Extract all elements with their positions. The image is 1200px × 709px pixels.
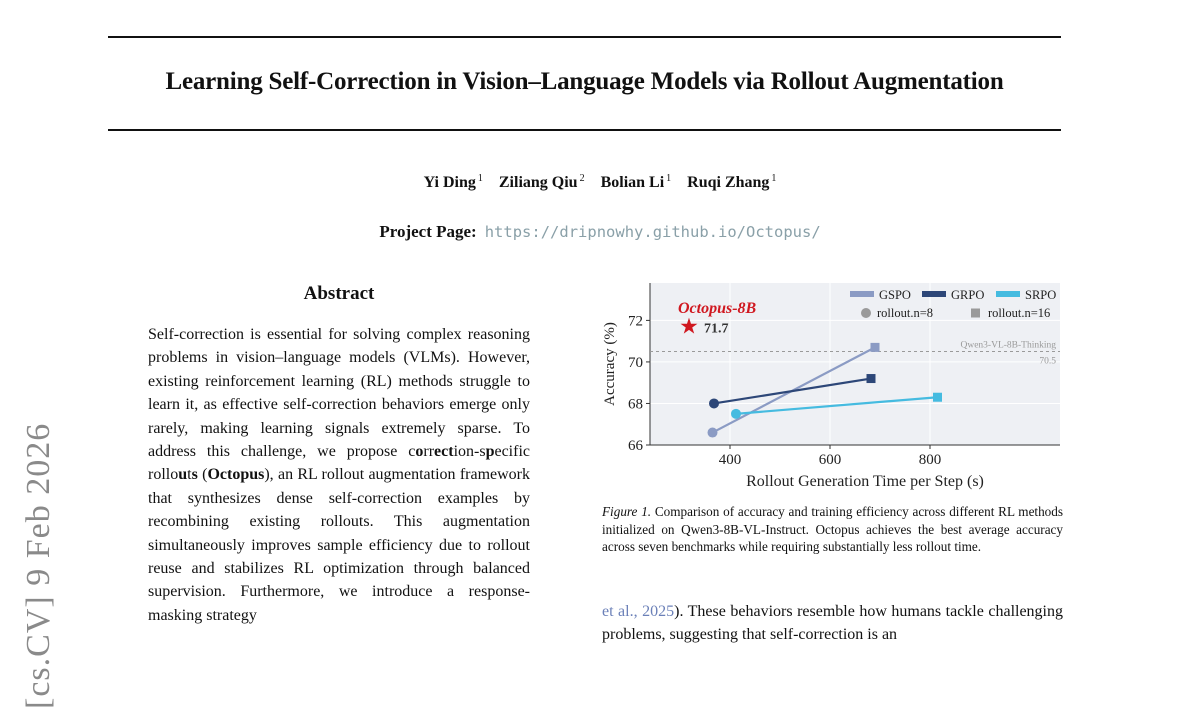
- data-point-square: [871, 343, 880, 352]
- legend-label: GRPO: [951, 288, 985, 302]
- legend-label: rollout.n=16: [988, 306, 1051, 320]
- data-point-square: [933, 393, 942, 402]
- legend-swatch-srpo: [996, 291, 1020, 297]
- author-list: [0, 173, 1200, 192]
- x-tick-label: 600: [818, 452, 842, 468]
- highlight-name: Octopus-8B: [678, 300, 757, 317]
- reference-line-label: Qwen3-VL-8B-Thinking: [960, 340, 1056, 351]
- author: Yi Ding $^1$: [423, 173, 483, 192]
- arxiv-stamp: [cs.CV] 9 Feb 2026: [20, 422, 57, 709]
- x-tick-label: 800: [918, 452, 942, 468]
- legend-square-marker: [971, 309, 980, 318]
- title-rule-bottom: [108, 129, 1061, 131]
- data-point-circle: [731, 409, 741, 419]
- star-icon: ★: [679, 313, 699, 339]
- paper-title: Learning Self-Correction in Vision–Language Models via Rollout Augmentation: [165, 68, 1004, 95]
- author: Ziliang Qiu $^2$: [498, 173, 585, 192]
- title-rule-top: [108, 36, 1061, 38]
- legend-label: SRPO: [1025, 288, 1057, 302]
- author: Ruqi Zhang $^1$: [687, 173, 777, 192]
- project-page-label: Project Page:: [379, 222, 477, 241]
- legend-circle-marker: [861, 308, 871, 318]
- data-point-circle: [708, 428, 718, 438]
- x-axis-label: Rollout Generation Time per Step (s): [746, 473, 984, 490]
- y-tick-label: 66: [628, 438, 643, 454]
- reference-line-value: 70.5: [1039, 356, 1056, 367]
- data-point-square: [867, 374, 876, 383]
- figure-caption: Figure 1. Comparison of accuracy and training efficiency across different RL methods initialized on Qwen3-8B-VL-Instruct. Octopus achieves the best average accuracy across seven benchmarks while requiring substantially less rollout time.: [602, 504, 1064, 555]
- y-axis-label: Accuracy (%): [602, 322, 618, 406]
- right-column-text: et al., 2025). These behaviors resemble how humans tackle challenging problems, suggesting that self-correction is an: [602, 603, 1064, 644]
- y-tick-label: 70: [628, 354, 643, 371]
- x-tick-label: 400: [718, 452, 742, 468]
- citation-link[interactable]: et al., 2025: [602, 603, 675, 620]
- legend-swatch-gspo: [850, 291, 874, 297]
- highlight-value: 71.7: [704, 321, 729, 337]
- project-page-link[interactable]: https://dripnowhy.github.io/Octopus/: [484, 223, 821, 241]
- abstract-text: Self-correction is essential for solving complex reasoning problems in vision–language models (VLMs). However, existing reinforcement learning (RL) methods struggle to learn it, as effective self-correction behaviors emerge only rarely, making learning signals extremely sparse. To address this challenge, we propose correction-specific rollouts (Octopus), an RL rollout augmentation framework that synthesizes dense self-correction examples by recombining existing rollouts. This augmentation simultaneously improves sample efficiency due to rollout reuse and stabilizes RL optimization through balanced supervision. Furthermore, we introduce a response-masking strategy: [148, 326, 531, 624]
- y-tick-label: 68: [628, 396, 643, 413]
- legend-swatch-grpo: [922, 291, 946, 297]
- legend-label: rollout.n=8: [877, 306, 934, 320]
- abstract-heading: Abstract: [303, 283, 375, 304]
- author: Bolian Li $^1$: [600, 173, 672, 192]
- legend-label: GSPO: [879, 288, 911, 302]
- figure-1-chart: [596, 280, 1066, 495]
- project-page-line: [0, 222, 1200, 242]
- data-point-circle: [709, 398, 719, 408]
- y-tick-label: 72: [628, 313, 643, 330]
